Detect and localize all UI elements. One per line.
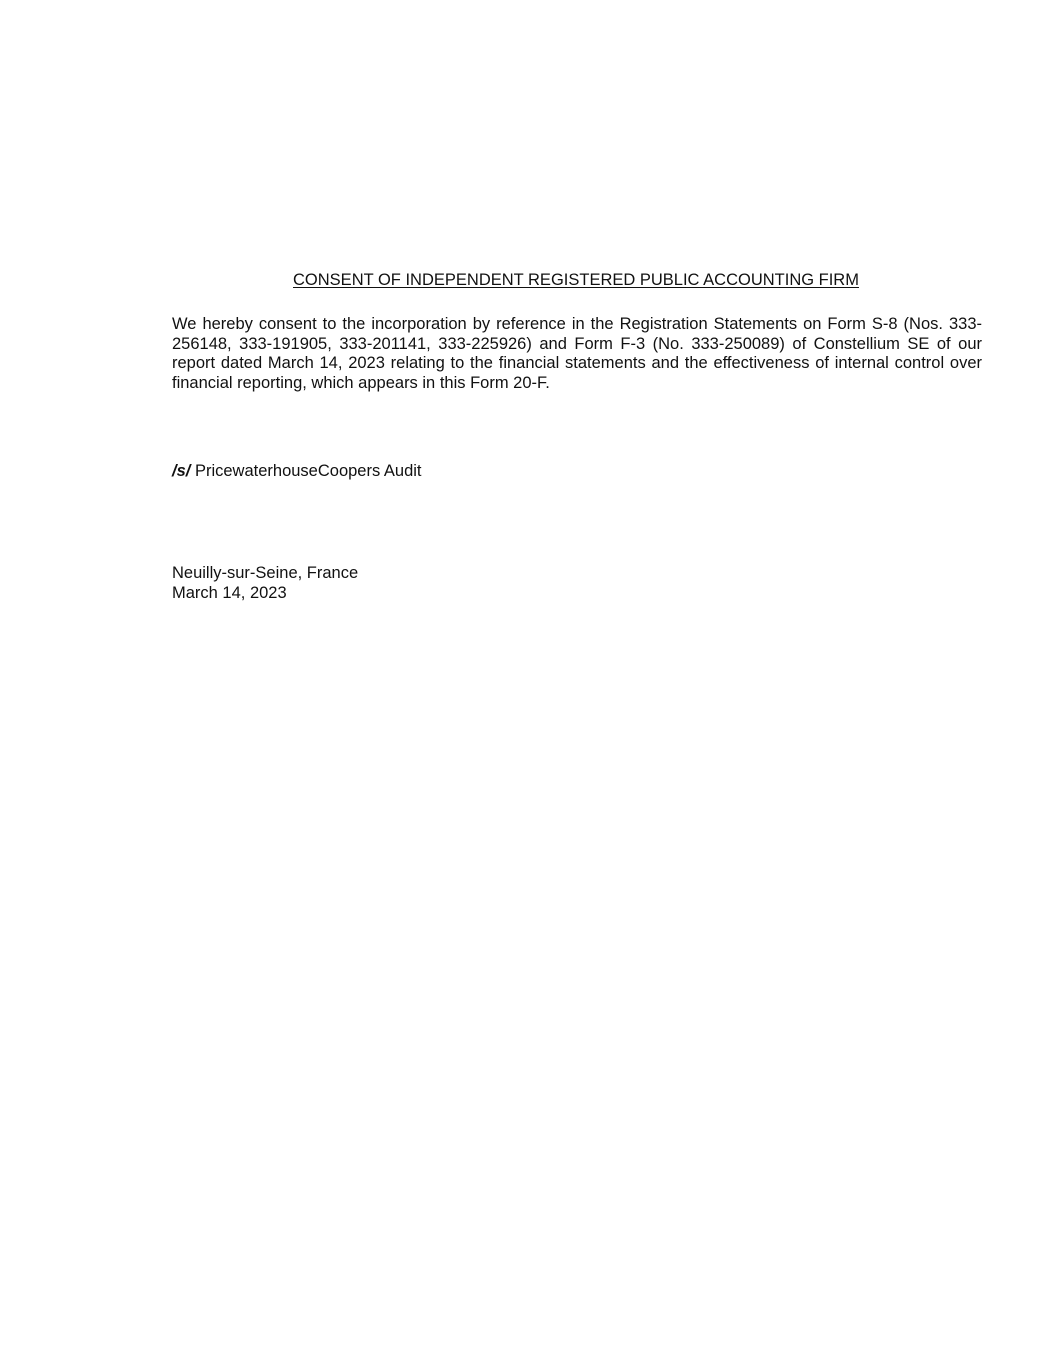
- document-title: CONSENT OF INDEPENDENT REGISTERED PUBLIC ACCOUNTING FIRM: [293, 271, 859, 289]
- signature-name: PricewaterhouseCoopers Audit: [194, 462, 422, 480]
- consent-paragraph: We hereby consent to the incorporation by reference in the Registration Statements on Form S-8 (Nos. 333-256148, 333-191905, 333-201141, 333-225926) and Form F-3 (No. 333-250089) of Constellium SE of our report dated March 14, 2023 relating to the financial statements and the effectiveness of internal control over financial reporting, which appears in this Form 20-F.: [172, 315, 982, 392]
- signing-location: Neuilly-sur-Seine, France: [172, 564, 359, 582]
- signing-date: March 14, 2023: [172, 584, 287, 602]
- signature-prefix: /s/: [172, 462, 191, 480]
- signature-block: [172, 461, 422, 481]
